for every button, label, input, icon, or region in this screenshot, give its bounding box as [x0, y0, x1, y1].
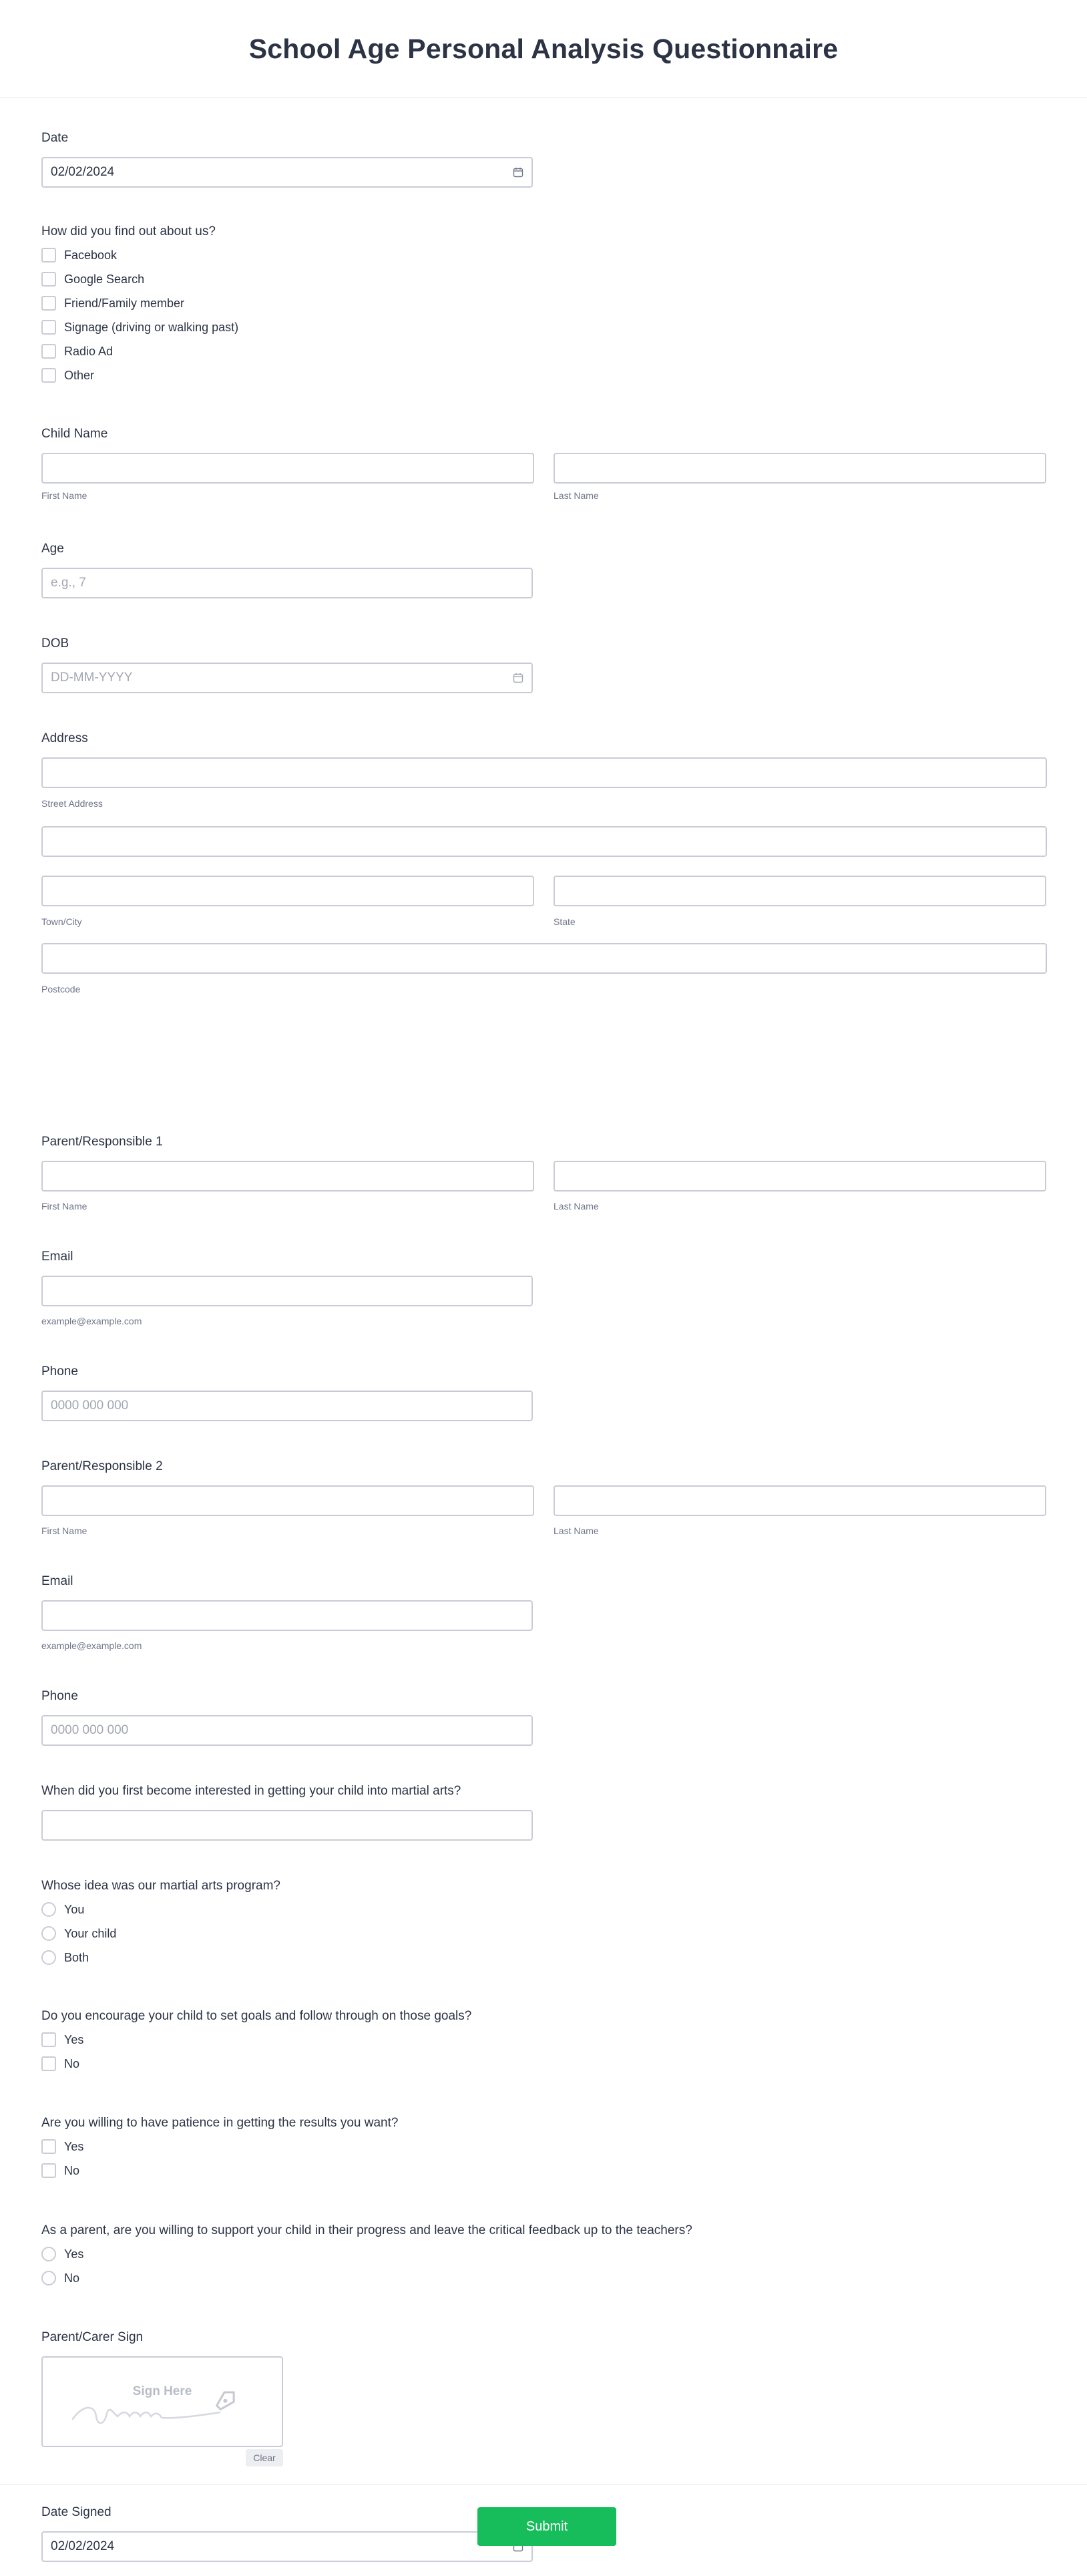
- parent2-label: Parent/Responsible 2: [41, 1459, 163, 1473]
- street-address-line2-input[interactable]: [41, 826, 1047, 857]
- parent2-last-name-input[interactable]: [554, 1485, 1046, 1516]
- dob-placeholder: DD-MM-YYYY: [51, 671, 133, 685]
- email1-section: [41, 1250, 533, 1326]
- signature-label: Parent/Carer Sign: [41, 2330, 144, 2344]
- find-out-label: How did you find out about us?: [41, 224, 216, 238]
- child-name-label: Child Name: [41, 427, 108, 441]
- option-label: Facebook: [64, 248, 118, 262]
- interest-input[interactable]: [41, 1810, 533, 1841]
- phone2-input[interactable]: [41, 1715, 533, 1746]
- sign-here-text: Sign Here: [132, 2384, 192, 2398]
- option-label: Other: [64, 368, 95, 382]
- address-section: [41, 731, 1047, 994]
- support-label: As a parent, are you willing to support your child in their progress and leave the critical feedback up to the teachers?: [41, 2223, 692, 2237]
- state-input[interactable]: [554, 876, 1046, 906]
- find-out-options: [41, 243, 238, 387]
- form-footer: [0, 2484, 1087, 2576]
- age-label: Age: [41, 542, 64, 556]
- radio[interactable]: [41, 2247, 56, 2261]
- calendar-icon[interactable]: [513, 673, 523, 683]
- street-address-input[interactable]: [41, 757, 1047, 788]
- option-no[interactable]: [41, 2159, 398, 2183]
- phone1-section: [41, 1364, 533, 1421]
- checkbox[interactable]: [41, 368, 56, 383]
- first-name-sublabel: First Name: [41, 1525, 87, 1536]
- option-google-search[interactable]: [41, 267, 238, 291]
- parent2-first-name-input[interactable]: [41, 1485, 534, 1516]
- checkbox[interactable]: [41, 320, 56, 335]
- option-label: No: [64, 2056, 80, 2070]
- checkbox[interactable]: [41, 272, 56, 287]
- last-name-sublabel: Last Name: [554, 490, 599, 501]
- form-header: [0, 0, 1087, 98]
- email2-sublabel: example@example.com: [41, 1640, 142, 1651]
- radio[interactable]: [41, 1902, 56, 1917]
- date-value: 02/02/2024: [51, 165, 115, 179]
- option-signage[interactable]: [41, 315, 238, 339]
- page-title: School Age Personal Analysis Questionnaire: [248, 33, 839, 64]
- option-no[interactable]: [41, 2266, 692, 2290]
- option-your-child[interactable]: [41, 1921, 280, 1946]
- option-yes[interactable]: [41, 2028, 471, 2052]
- option-friend-family[interactable]: [41, 291, 238, 315]
- find-out-section: [41, 224, 238, 387]
- date-signed-value: 02/02/2024: [51, 2539, 115, 2553]
- option-facebook[interactable]: [41, 243, 238, 267]
- phone1-input[interactable]: [41, 1391, 533, 1421]
- parent2-section: [41, 1459, 1046, 1536]
- date-signed-label: Date Signed: [41, 2505, 112, 2519]
- first-name-sublabel: First Name: [41, 490, 87, 501]
- first-name-sublabel: First Name: [41, 1201, 87, 1212]
- option-label: No: [64, 2271, 80, 2285]
- signature-scribble-icon: [69, 2384, 256, 2431]
- whose-idea-section: [41, 1879, 280, 1970]
- option-label: Friend/Family member: [64, 296, 185, 310]
- last-name-sublabel: Last Name: [554, 1525, 599, 1536]
- parent1-label: Parent/Responsible 1: [41, 1135, 163, 1149]
- option-label: Yes: [64, 2032, 84, 2046]
- date-label: Date: [41, 131, 69, 145]
- checkbox[interactable]: [41, 344, 56, 359]
- patience-label: Are you willing to have patience in getting the results you want?: [41, 2116, 399, 2130]
- checkbox[interactable]: [41, 2139, 56, 2154]
- checkbox[interactable]: [41, 2056, 56, 2071]
- parent1-section: [41, 1135, 1046, 1212]
- option-yes[interactable]: [41, 2135, 398, 2159]
- radio[interactable]: [41, 2271, 56, 2285]
- option-both[interactable]: [41, 1946, 280, 1970]
- email1-sublabel: example@example.com: [41, 1316, 142, 1326]
- support-section: [41, 2223, 692, 2290]
- signature-pad[interactable]: [41, 2356, 283, 2447]
- age-placeholder: e.g., 7: [51, 576, 86, 590]
- option-no[interactable]: [41, 2052, 471, 2076]
- option-label: Yes: [64, 2139, 84, 2153]
- email2-section: [41, 1574, 533, 1651]
- checkbox[interactable]: [41, 2032, 56, 2047]
- signature-section: [41, 2330, 283, 2463]
- parent1-first-name-input[interactable]: [41, 1161, 534, 1191]
- phone2-section: [41, 1689, 533, 1746]
- goals-label: Do you encourage your child to set goals and follow through on those goals?: [41, 2009, 472, 2023]
- city-sublabel: Town/City: [41, 916, 82, 927]
- dob-section: [41, 636, 533, 693]
- date-section: [41, 131, 533, 188]
- whose-idea-label: Whose idea was our martial arts program?: [41, 1879, 280, 1893]
- email2-input[interactable]: [41, 1600, 533, 1631]
- date-input[interactable]: [41, 157, 533, 188]
- phone1-placeholder: 0000 000 000: [51, 1399, 129, 1413]
- option-label: Your child: [64, 1926, 117, 1940]
- city-input[interactable]: [41, 876, 534, 906]
- checkbox[interactable]: [41, 248, 56, 262]
- age-section: [41, 542, 533, 598]
- child-last-name-input[interactable]: [554, 453, 1046, 484]
- state-sublabel: State: [554, 916, 576, 927]
- option-label: Both: [64, 1950, 89, 1964]
- goals-section: [41, 2009, 471, 2076]
- email2-label: Email: [41, 1574, 73, 1588]
- patience-section: [41, 2116, 398, 2183]
- calendar-icon[interactable]: [513, 167, 523, 178]
- option-label: Yes: [64, 2247, 84, 2261]
- clear-signature-button[interactable]: Clear: [246, 2449, 283, 2466]
- phone2-label: Phone: [41, 1689, 78, 1703]
- last-name-sublabel: Last Name: [554, 1201, 599, 1212]
- child-name-section: [41, 427, 1046, 501]
- postcode-input[interactable]: [41, 943, 1047, 974]
- option-yes[interactable]: [41, 2242, 692, 2266]
- dob-input[interactable]: [41, 663, 533, 693]
- option-label: Signage (driving or walking past): [64, 320, 239, 334]
- postcode-sublabel: Postcode: [41, 984, 81, 994]
- dob-label: DOB: [41, 636, 69, 651]
- address-label: Address: [41, 731, 88, 745]
- option-label: You: [64, 1902, 85, 1916]
- option-you[interactable]: [41, 1897, 280, 1921]
- child-first-name-input[interactable]: [41, 453, 534, 484]
- radio[interactable]: [41, 1926, 56, 1941]
- parent1-last-name-input[interactable]: [554, 1161, 1046, 1191]
- phone1-label: Phone: [41, 1364, 78, 1378]
- option-radio-ad[interactable]: [41, 339, 238, 363]
- checkbox[interactable]: [41, 2163, 56, 2178]
- email1-label: Email: [41, 1250, 73, 1264]
- radio[interactable]: [41, 1950, 56, 1965]
- street-address-sublabel: Street Address: [41, 798, 103, 809]
- option-label: Google Search: [64, 272, 145, 286]
- interest-label: When did you first become interested in getting your child into martial arts?: [41, 1784, 461, 1798]
- option-label: No: [64, 2163, 80, 2177]
- phone2-placeholder: 0000 000 000: [51, 1723, 129, 1737]
- option-other[interactable]: [41, 363, 238, 387]
- email1-input[interactable]: [41, 1276, 533, 1306]
- option-label: Radio Ad: [64, 344, 114, 358]
- age-input[interactable]: [41, 568, 533, 598]
- checkbox[interactable]: [41, 296, 56, 311]
- interest-section: [41, 1784, 533, 1841]
- submit-button[interactable]: Submit: [477, 2507, 616, 2546]
